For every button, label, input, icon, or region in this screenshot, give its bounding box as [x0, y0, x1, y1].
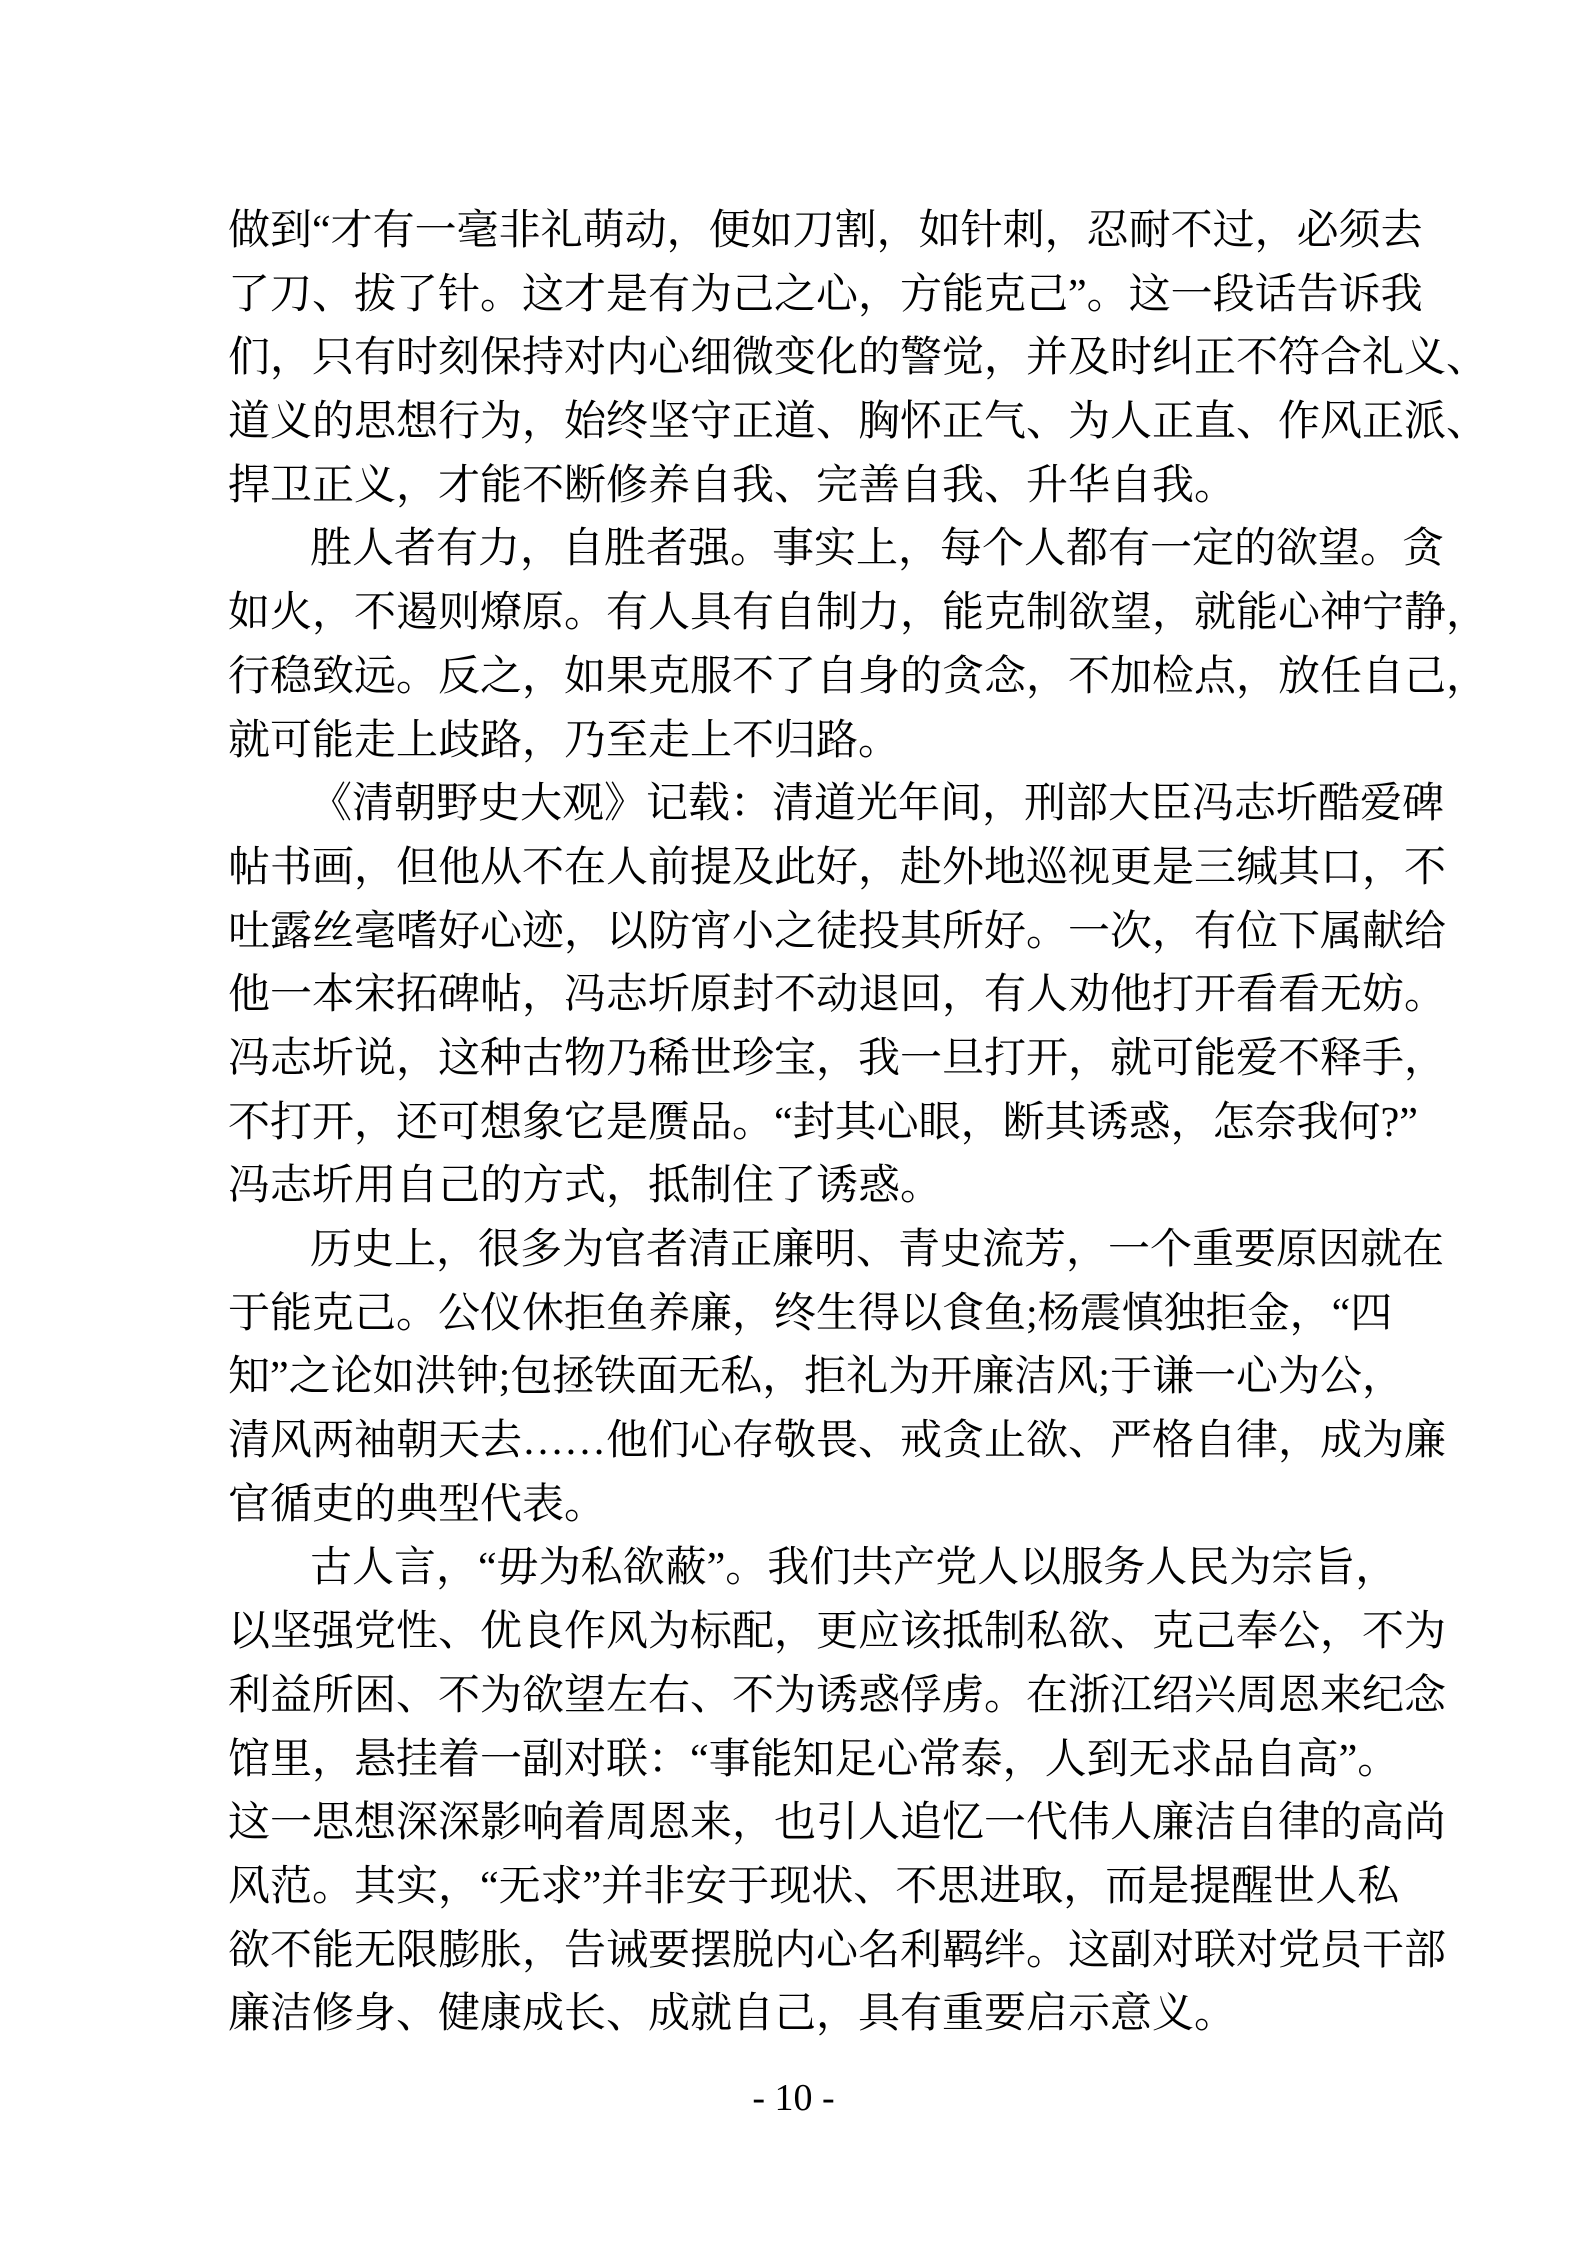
text-line: 以坚强党性、优良作风为标配，更应该抵制私欲、克己奉公，不为 [228, 1609, 1447, 1656]
text-line: 他一本宋拓碑帖，冯志圻原封不动退回，有人劝他打开看看无妨。 [228, 972, 1447, 1019]
text-line: 清风两袖朝天去……他们心存敬畏、戒贪止欲、严格自律，成为廉 [228, 1418, 1447, 1465]
text-line: 做到“才有一毫非礼萌动，便如刀割，如针刺，忍耐不过，必须去 [228, 208, 1423, 254]
text-line: 利益所困、不为欲望左右、不为诱惑俘虏。在浙江绍兴周恩来纪念 [228, 1672, 1447, 1719]
paragraph [228, 1537, 1447, 2047]
text-line: 冯志圻说，这种古物乃稀世珍宝，我一旦打开，就可能爱不释手， [228, 1035, 1447, 1082]
text-line: 馆里，悬挂着一副对联：“事能知足心常泰，人到无求品自高”。 [228, 1736, 1400, 1783]
text-line: 古人言，“毋为私欲蔽”。我们共产党人以服务人民为宗旨， [310, 1545, 1398, 1592]
text-line: 如火，不遏则燎原。有人具有自制力，能克制欲望，就能心神宁静， [228, 590, 1489, 637]
text-line: 这一思想深深影响着周恩来，也引人追忆一代伟人廉洁自律的高尚 [228, 1800, 1447, 1847]
text-line: 风范。其实，“无求”并非安于现状、不思进取，而是提醒世人私 [228, 1863, 1400, 1910]
text-line: 了刀、拔了针。这才是有为己之心，方能克己”。这一段话告诉我 [228, 271, 1423, 318]
text-line: 欲不能无限膨胀，告诫要摆脱内心名利羁绊。这副对联对党员干部 [228, 1927, 1447, 1974]
paragraph [228, 200, 1489, 518]
text-line: 知”之论如洪钟;包拯铁面无私，拒礼为开廉洁风;于谦一心为公， [228, 1354, 1404, 1401]
paragraph [228, 773, 1447, 1219]
paragraph [228, 518, 1489, 773]
page-number: - 10 - [752, 2077, 835, 2119]
text-line: 就可能走上歧路，乃至走上不归路。 [228, 717, 901, 764]
text-line: 帖书画，但他从不在人前提及此好，赴外地巡视更是三缄其口，不 [228, 844, 1447, 891]
text-line: 胜人者有力，自胜者强。事实上，每个人都有一定的欲望。贪 [310, 526, 1445, 573]
text-line: 不打开，还可想象它是赝品。“封其心眼，断其诱惑，怎奈我何?” [228, 1099, 1418, 1146]
text-line: 历史上，很多为官者清正廉明、青史流芳，一个重要原因就在 [310, 1227, 1445, 1273]
text-line: 行稳致远。反之，如果克服不了自身的贪念，不加检点，放任自己， [228, 653, 1489, 700]
text-line: 道义的思想行为，始终坚守正道、胸怀正气、为人正直、作风正派、 [228, 399, 1489, 446]
text-line: 冯志圻用自己的方式，抵制住了诱惑。 [228, 1163, 943, 1210]
text-line: 们，只有时刻保持对内心细微变化的警觉，并及时纠正不符合礼义、 [228, 335, 1489, 382]
document-body [228, 200, 1489, 2047]
text-line: 《清朝野史大观》记载：清道光年间，刑部大臣冯志圻酷爱碑 [310, 781, 1445, 828]
text-line: 捍卫正义，才能不断修养自我、完善自我、升华自我。 [228, 462, 1237, 509]
text-line: 于能克己。公仪休拒鱼养廉，终生得以食鱼;杨震慎独拒金，“四 [228, 1290, 1393, 1337]
paragraph [228, 1219, 1447, 1537]
text-line: 廉洁修身、健康成长、成就自己，具有重要启示意义。 [228, 1991, 1237, 2038]
text-line: 官循吏的典型代表。 [228, 1481, 607, 1528]
text-line: 吐露丝毫嗜好心迹，以防宵小之徒投其所好。一次，有位下属献给 [228, 908, 1447, 955]
